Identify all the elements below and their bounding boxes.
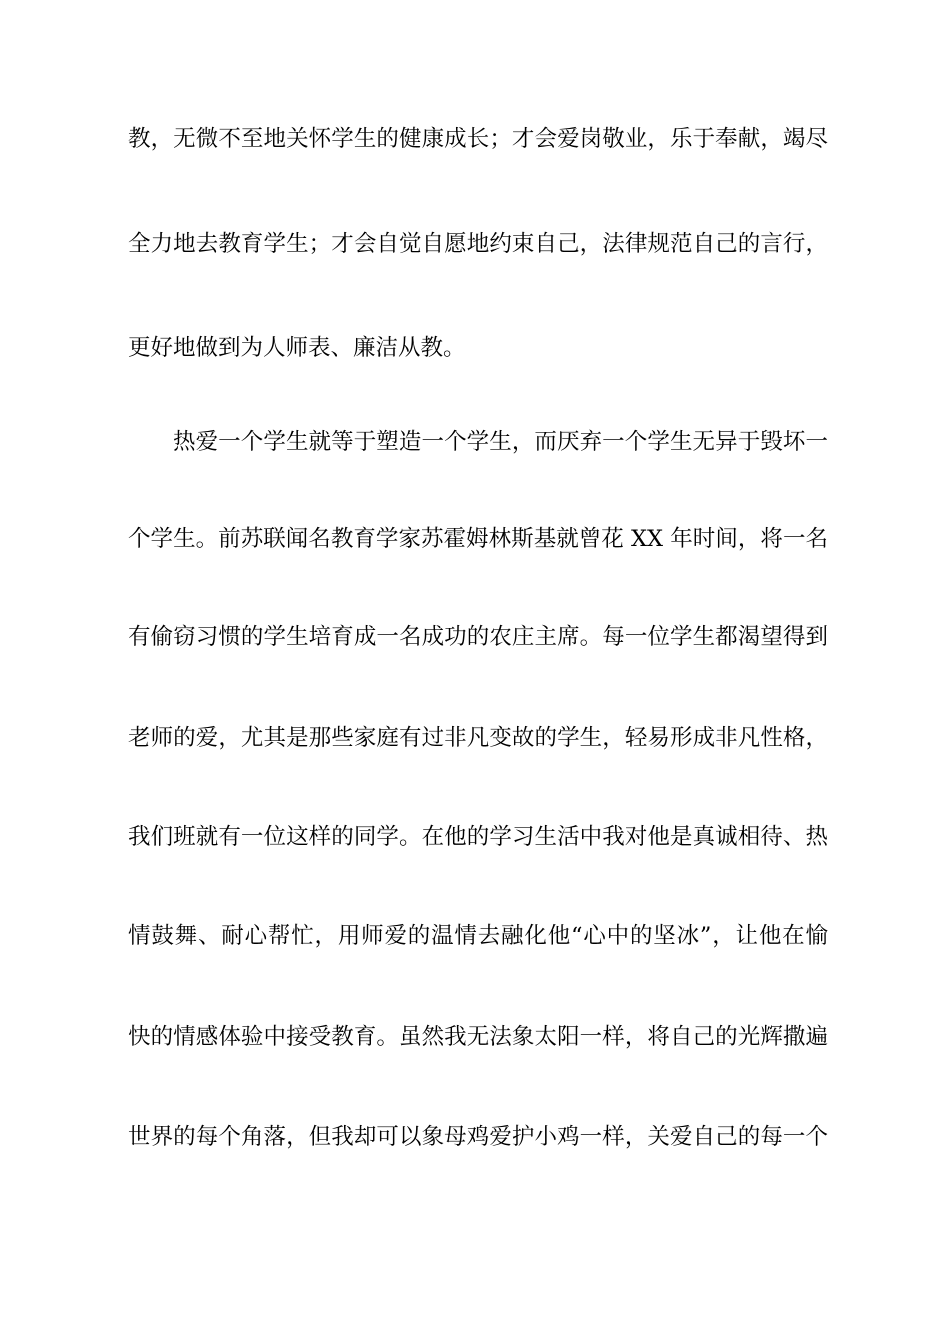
text-line: 教，无微不至地关怀学生的健康成长；才会爱岗敬业，乐于奉献，竭尽: [128, 126, 828, 152]
text-line: 快的情感体验中接受教育。虽然我无法象太阳一样，将自己的光辉撒遍: [128, 1024, 828, 1050]
text-line: 世界的每个角落，但我却可以象母鸡爱护小鸡一样，关爱自己的每一个: [128, 1124, 828, 1150]
text-line: 老师的爱，尤其是那些家庭有过非凡变故的学生，轻易形成非凡性格，: [128, 725, 828, 751]
text-line: 全力地去教育学生；才会自觉自愿地约束自己，法律规范自己的言行，: [128, 231, 828, 257]
text-line: 有偷窃习惯的学生培育成一名成功的农庄主席。每一位学生都渴望得到: [128, 624, 828, 650]
text-line: 个学生。前苏联闻名教育学家苏霍姆林斯基就曾花 XX 年时间，将一名: [128, 526, 828, 552]
paragraph-first-line: 热爱一个学生就等于塑造一个学生，而厌弃一个学生无异于毁坏一: [173, 429, 828, 455]
text-line: 更好地做到为人师表、廉洁从教。: [128, 335, 466, 361]
text-line: 我们班就有一位这样的同学。在他的学习生活中我对他是真诚相待、热: [128, 824, 828, 850]
text-line: 情鼓舞、耐心帮忙，用师爱的温情去融化他“心中的坚冰”，让他在愉: [128, 923, 828, 949]
